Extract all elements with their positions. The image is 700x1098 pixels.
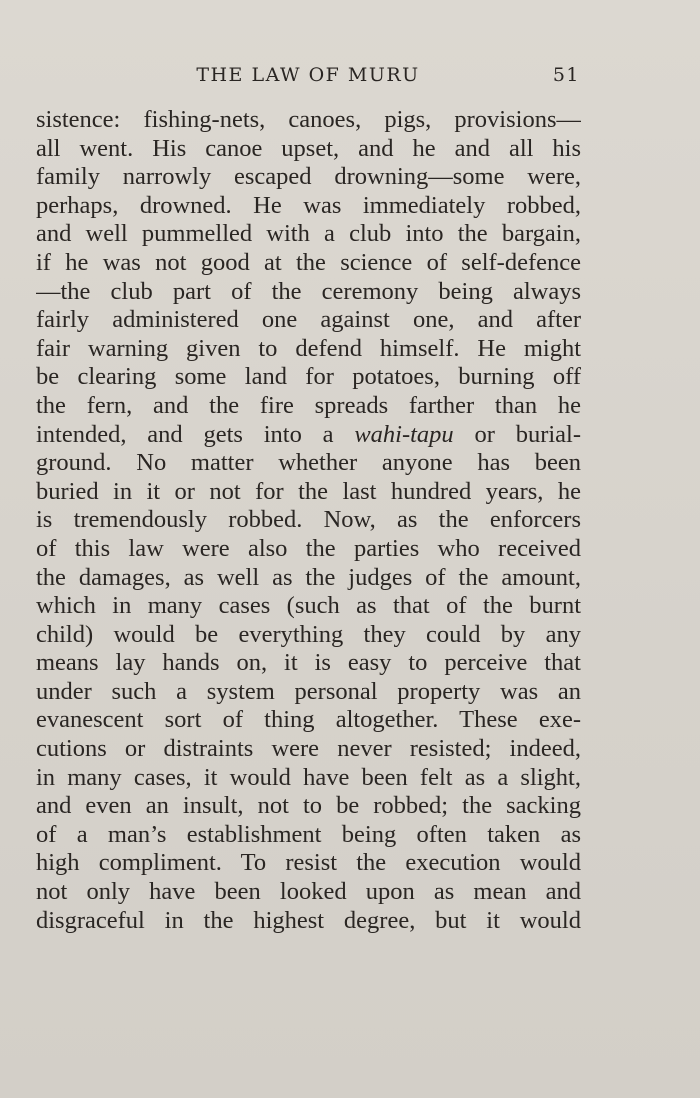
text-line: means lay hands on, it is easy to perceive that <box>36 649 581 677</box>
text-line: under such a system personal property was an <box>36 677 581 705</box>
text-line: —the club part of the ceremony being always <box>36 277 581 305</box>
text-line: in many cases, it would have been felt as a slight, <box>36 763 581 791</box>
text-line: is tremendously robbed. Now, as the enforcers <box>36 506 581 534</box>
italic-term: wahi-tapu <box>354 420 454 448</box>
body-text <box>36 106 581 935</box>
text-line: buried in it or not for the last hundred years, he <box>36 477 581 505</box>
text-line: of this law were also the parties who received <box>36 534 581 562</box>
text-line: disgraceful in the highest degree, but it would <box>36 906 581 934</box>
text-line: ground. No matter whether anyone has been <box>36 449 581 477</box>
text-line: sistence: fishing-nets, canoes, pigs, provisions— <box>36 106 581 133</box>
text-line: not only have been looked upon as mean and <box>36 878 581 906</box>
text-line: the fern, and the fire spreads farther than he <box>36 391 581 419</box>
text-line: if he was not good at the science of self-defence <box>36 248 581 276</box>
text-line: and even an insult, not to be robbed; the sacking <box>36 792 581 820</box>
text-line: high compliment. To resist the execution would <box>36 849 581 877</box>
running-head <box>36 64 580 90</box>
text-line: cutions or distraints were never resisted; indeed, <box>36 735 581 763</box>
running-title: THE LAW OF MURU <box>196 64 420 86</box>
text-line: the damages, as well as the judges of the amount, <box>36 563 581 591</box>
text-line: of a man’s establishment being often taken as <box>36 820 581 848</box>
page-number: 51 <box>552 64 580 86</box>
text-line: fair warning given to defend himself. He might <box>36 334 581 362</box>
text-line-tail: or burial- <box>453 420 581 448</box>
text-line: perhaps, drowned. He was immediately robbed, <box>36 191 581 219</box>
text-line-with-italic <box>36 421 581 450</box>
text-line: and well pummelled with a club into the bargain, <box>36 220 581 248</box>
text-line: all went. His canoe upset, and he and all his <box>36 134 581 162</box>
text-line: be clearing some land for potatoes, burning off <box>36 363 581 391</box>
text-line-lead: intended, and gets into a <box>36 420 355 448</box>
text-line: which in many cases (such as that of the burnt <box>36 592 581 620</box>
text-line: evanescent sort of thing altogether. These exe- <box>36 706 581 734</box>
text-line: child) would be everything they could by any <box>36 620 581 648</box>
text-line: fairly administered one against one, and after <box>36 306 581 334</box>
text-line: family narrowly escaped drowning—some were, <box>36 163 581 191</box>
